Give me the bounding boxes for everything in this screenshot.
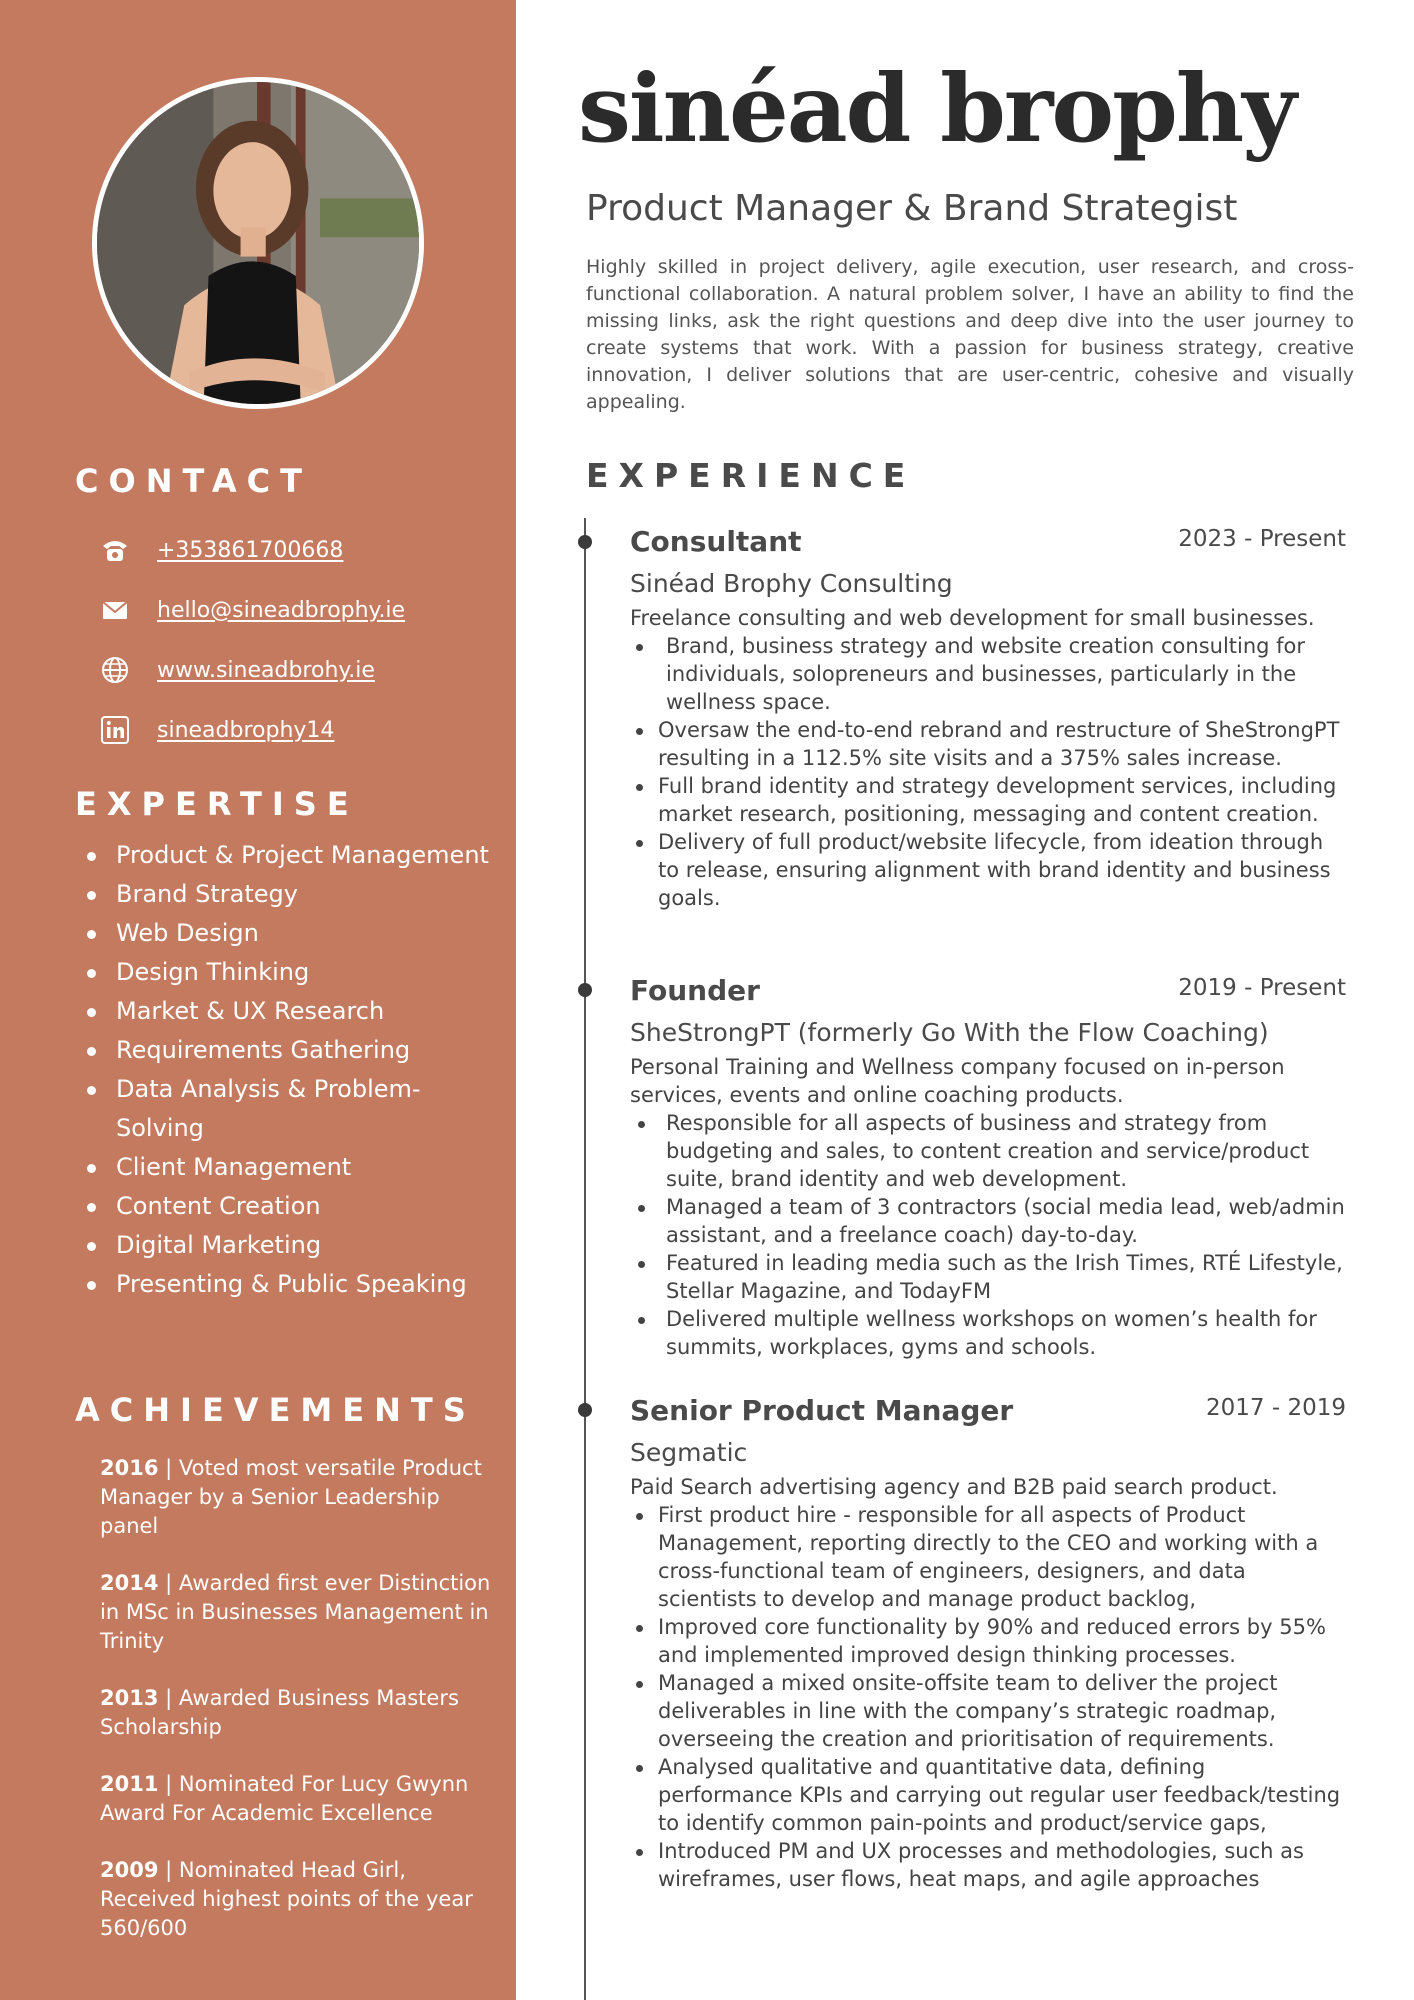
profile-photo (92, 77, 424, 409)
job-description: Freelance consulting and web development for small businesses. (630, 606, 1315, 630)
timeline-line (584, 518, 586, 2000)
job-dates: 2017 - 2019 (1206, 1395, 1346, 1421)
job-title: Consultant (630, 525, 802, 558)
job-bullets (630, 632, 1346, 912)
expertise-item: Content Creation (85, 1187, 495, 1226)
achievement-text: | Awarded Business Masters Scholarship (100, 1686, 459, 1739)
experience-heading: EXPERIENCE (586, 456, 916, 495)
job-title: Senior Product Manager (630, 1394, 1014, 1427)
job-bullet: Managed a mixed onsite-offsite team to deliver the project deliverables in line with the company’s strategic roadmap, overseeing the creation and prioritisation of requirements. (630, 1669, 1346, 1753)
experience-entry (630, 1391, 1346, 1893)
job-role-title: Product Manager & Brand Strategist (586, 188, 1238, 229)
achievement-text: | Voted most versatile Product Manager by a Senior Leadership panel (100, 1456, 482, 1538)
achievement-text: | Awarded first ever Distinction in MSc in Businesses Management in Trinity (100, 1571, 491, 1653)
timeline-node (578, 535, 592, 549)
phone-icon (95, 530, 135, 570)
expertise-heading: EXPERTISE (75, 785, 359, 823)
contact-list (95, 520, 495, 760)
contact-website-row (95, 640, 495, 700)
job-bullets (630, 1109, 1346, 1361)
achievement-item (100, 1770, 500, 1828)
achievement-year: 2011 (100, 1772, 159, 1796)
expertise-item: Digital Marketing (85, 1226, 495, 1265)
achievement-year: 2014 (100, 1571, 159, 1595)
achievement-item (100, 1684, 500, 1742)
job-bullets (630, 1501, 1346, 1893)
job-bullet: Oversaw the end-to-end rebrand and restructure of SheStrongPT resulting in a 112.5% site visits and a 375% sales increase. (630, 716, 1346, 772)
job-bullet: Introduced PM and UX processes and methodologies, such as wireframes, user flows, heat maps, and agile approaches (630, 1837, 1346, 1893)
job-bullet: Delivered multiple wellness workshops on women’s health for summits, workplaces, gyms and schools. (630, 1305, 1346, 1361)
achievement-year: 2016 (100, 1456, 159, 1480)
globe-icon (95, 650, 135, 690)
achievement-year: 2013 (100, 1686, 159, 1710)
job-dates: 2023 - Present (1178, 526, 1346, 552)
expertise-item: Product & Project Management (85, 836, 495, 875)
contact-email-row (95, 580, 495, 640)
expertise-item: Design Thinking (85, 953, 495, 992)
job-description: Personal Training and Wellness company focused on in-person services, events and online coaching products. (630, 1055, 1285, 1107)
job-bullet: Responsible for all aspects of business and strategy from budgeting and sales, to content creation and service/product suite, brand identity and web development. (630, 1109, 1346, 1193)
job-company: Segmatic (630, 1438, 748, 1467)
sidebar (0, 0, 516, 2000)
experience-entry (630, 971, 1346, 1361)
job-bullet: Featured in leading media such as the Irish Times, RTÉ Lifestyle, Stellar Magazine, and TodayFM (630, 1249, 1346, 1305)
expertise-item: Web Design (85, 914, 495, 953)
achievement-item (100, 1569, 500, 1656)
achievement-item (100, 1454, 500, 1541)
expertise-list (85, 836, 495, 1304)
person-name: sinéad brophy (578, 54, 1295, 164)
job-company: SheStrongPT (formerly Go With the Flow Coaching) (630, 1018, 1269, 1047)
job-bullet: Brand, business strategy and website creation consulting for individuals, solopreneurs and businesses, particularly in the wellness space. (630, 632, 1346, 716)
expertise-item: Presenting & Public Speaking (85, 1265, 495, 1304)
experience-entry (630, 522, 1346, 912)
phone-link[interactable]: +353861700668 (157, 537, 344, 563)
job-bullet: Full brand identity and strategy development services, including market research, positioning, messaging and content creation. (630, 772, 1346, 828)
timeline-node (578, 983, 592, 997)
website-link[interactable]: www.sineadbrohy.ie (157, 657, 375, 683)
email-link[interactable]: hello@sineadbrophy.ie (157, 597, 406, 623)
job-company: Sinéad Brophy Consulting (630, 569, 953, 598)
expertise-item: Client Management (85, 1148, 495, 1187)
job-header (630, 971, 1346, 1011)
achievements-heading: ACHIEVEMENTS (75, 1391, 476, 1429)
job-description: Paid Search advertising agency and B2B paid search product. (630, 1475, 1278, 1499)
profile-summary: Highly skilled in project delivery, agile execution, user research, and cross-functional collaboration. A natural problem solver, I have an ability to find the missing links, ask the right questions and deep dive into the user journey to create systems that work. With a passion for business strategy, creative innovation, I deliver solutions that are user-centric, cohesive and visually appealing. (586, 256, 1354, 413)
achievement-item (100, 1856, 500, 1943)
job-bullet: Delivery of full product/website lifecycle, from ideation through to release, ensuring alignment with brand identity and business goals. (630, 828, 1346, 912)
job-header (630, 522, 1346, 562)
linkedin-icon (95, 710, 135, 750)
achievement-text: | Nominated Head Girl, Received highest points of the year 560/600 (100, 1858, 473, 1940)
expertise-item: Market & UX Research (85, 992, 495, 1031)
achievement-text: | Nominated For Lucy Gwynn Award For Academic Excellence (100, 1772, 469, 1825)
contact-linkedin-row (95, 700, 495, 760)
achievement-year: 2009 (100, 1858, 159, 1882)
timeline-node (578, 1403, 592, 1417)
job-bullet: Managed a team of 3 contractors (social media lead, web/admin assistant, and a freelance coach) day-to-day. (630, 1193, 1346, 1249)
job-bullet: First product hire - responsible for all aspects of Product Management, reporting directly to the CEO and working with a cross-functional team of engineers, designers, and data scientists to develop and manage product backlog, (630, 1501, 1346, 1613)
job-bullet: Improved core functionality by 90% and reduced errors by 55% and implemented improved design thinking processes. (630, 1613, 1346, 1669)
job-dates: 2019 - Present (1178, 975, 1346, 1001)
achievements-list (100, 1454, 500, 1971)
linkedin-link[interactable]: sineadbrophy14 (157, 717, 335, 743)
job-title: Founder (630, 974, 760, 1007)
contact-phone-row (95, 520, 495, 580)
expertise-item: Data Analysis & Problem-Solving (85, 1070, 495, 1148)
contact-heading: CONTACT (75, 462, 312, 500)
job-bullet: Analysed qualitative and quantitative data, defining performance KPIs and carrying out regular user feedback/testing to identify common pain-points and product/service gaps, (630, 1753, 1346, 1837)
envelope-icon (95, 590, 135, 630)
expertise-item: Requirements Gathering (85, 1031, 495, 1070)
job-header (630, 1391, 1346, 1431)
expertise-item: Brand Strategy (85, 875, 495, 914)
